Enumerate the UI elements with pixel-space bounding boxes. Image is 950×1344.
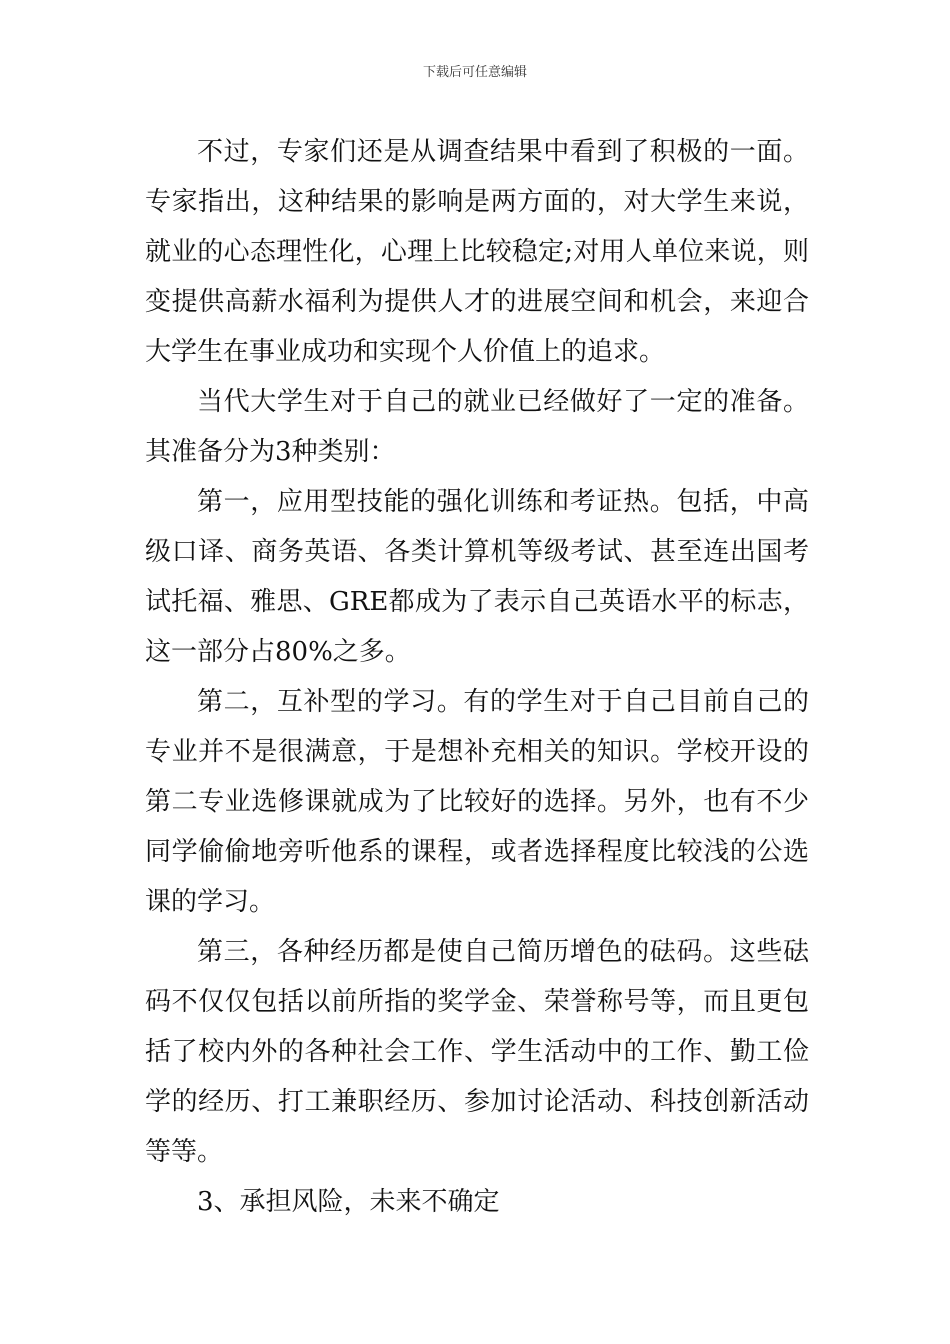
paragraph-third-category: 第三，各种经历都是使自己简历增色的砝码。这些砝码不仅仅包括以前所指的奖学金、荣誉称号等，而且更包括了校内外的各种社会工作、学生活动中的工作、勤工俭学的经历、打工兼职经历、参加讨论活动、科技创新活动等等。 <box>145 937 809 1167</box>
paragraph-first-category: 第一，应用型技能的强化训练和考证热。包括，中高级口译、商务英语、各类计算机等级考试、甚至连出国考试托福、雅思、GRE都成为了表示自己英语水平的标志，这一部分占80%之多。 <box>145 487 809 667</box>
paragraph-positive-side: 不过，专家们还是从调查结果中看到了积极的一面。专家指出，这种结果的影响是两方面的，对大学生来说，就业的心态理性化，心理上比较稳定;对用人单位来说，则变提供高薪水福利为提供人才的进展空间和机会，来迎合大学生在事业成功和实现个人价值上的追求。 <box>145 137 809 367</box>
paragraph-second-category: 第二，互补型的学习。有的学生对于自己目前自己的专业并不是很满意，于是想补充相关的知识。学校开设的第二专业选修课就成为了比较好的选择。另外，也有不少同学偷偷地旁听他系的课程，或者选择程度比较浅的公选课的学习。 <box>145 687 809 917</box>
paragraph-preparation-intro: 当代大学生对于自己的就业已经做好了一定的准备。其准备分为3种类别： <box>145 387 809 467</box>
section-heading-risk: 3、承担风险，未来不确定 <box>197 1187 500 1217</box>
page-header: 下载后可任意编辑 <box>422 65 527 80</box>
document-body <box>145 127 809 1227</box>
